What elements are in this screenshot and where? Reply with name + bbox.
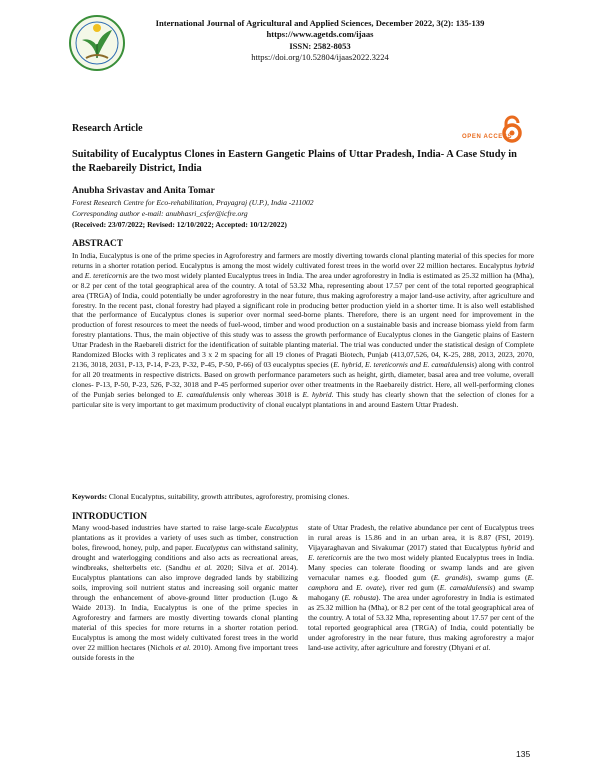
abstract-italic: E. camaldulensis xyxy=(176,389,230,399)
affiliation: Forest Research Centre for Eco-rehabilitation, Prayagraj (U.P.), India -211002 xyxy=(72,198,314,207)
intro-text: 2014). Eucalyptus plantations can also improve degraded lands by stabilizing soils, improving soil nutrient status and increasing soil organic matter through the enhancement of above-ground litter production (Lugo & Waide 2013). In India, Eucalyptus is one of the prime species in Agroforestry and farmers are mostly diverting towards clonal planting material of this species for more returns in a shorter rotation period. Eucalyptus is among the most widely cultivated forest trees in the world over 22 million hectares (Nichols xyxy=(72,563,299,652)
intro-text: plantations as it provides a variety of uses such as timber, construction boles, firewood, honey, pulp, and paper. xyxy=(72,533,298,552)
keywords xyxy=(72,492,534,502)
keywords-label: Keywords: xyxy=(72,492,107,501)
journal-url[interactable]: https://www.agetds.com/ijaas xyxy=(266,29,374,40)
abstract-part: In India, Eucalyptus is one of the prime species in Agroforestry and farmers are mostly diverting towards clonal planting material of this species for more returns in a shorter rotation period. Eucalyptus is among the most widely cultivated forest trees in the world over 22 million hectares. Eucalyptus xyxy=(72,251,534,270)
intro-text: state of Uttar Pradesh, the relative abundance per cent of Eucalyptus trees in rural areas is 15.86 and in an urban area, it is 8.87 (FSI, 2019). Vijayaraghavan and Sivakumar (2017) stated that Eucalyptus xyxy=(308,523,534,552)
affiliation-block xyxy=(72,198,314,219)
intro-text: are the two most widely planted Eucalyptus trees in India. Many species can tolerate flooding or swamp lands and are given vernacular names e.g. flooded gum ( xyxy=(308,553,534,582)
article-type: Research Article xyxy=(72,123,143,134)
abstract-part: only whereas 3018 is xyxy=(229,389,303,399)
intro-text: ), swamp gums ( xyxy=(468,573,528,582)
intro-italic: E. robusta xyxy=(344,593,377,602)
intro-italic: et al. xyxy=(194,563,213,572)
intro-italic: E. camaldulensis xyxy=(439,583,493,592)
journal-issn: ISSN: 2582-8053 xyxy=(289,40,351,51)
intro-italic: Eucalyptus xyxy=(264,523,298,532)
intro-italic: E. tereticornis xyxy=(308,553,352,562)
intro-text: ). The area under agroforestry in India is estimated as 25.32 million ha (Mha), or 8.2 per cent of the total geographical area of the country. A total of 53.32 Mha, representing about 17.57 per cent of the total reported geographical area (TRGA) of India, could potentially be under agroforestry in the near future, thus making agroforestry a major land-use activity, after agriculture and forestry (Dhyani xyxy=(308,593,534,652)
intro-italic: et al. xyxy=(475,643,491,652)
intro-italic: Eucalyptus xyxy=(195,543,229,552)
intro-italic: et al. xyxy=(175,643,191,652)
intro-text: Many wood-based industries have started to raise large-scale xyxy=(72,523,265,532)
intro-text: ) and swamp mahogany ( xyxy=(308,583,534,602)
abstract-part: are the two most widely planted Eucalyptus trees in India. The area under agroforestry in India is estimated as 25.32 million ha (Mha), or 8.2 per cent of the total geographical area of the country. A total of 53.32 Mha, representing about 17.57 per cent of the total reported geographical area (TRGA) of India, could potentially be under agroforestry in the near future, thus making agroforestry a major land-use activity, after agriculture and forestry. In the recent past, clonal forestry had played a significant role in producing better production yield in a shorter time. It is also well established that the performance of Eucalyptus clones is superior over normal seed-borne plants. Therefore, there is an urgent need for improvement in the production of forest resources to meet the needs of fuel-wood, timber and wood production on a sustainable basis and increase biomass yield from farm forestry plantations. Thus, the main objective of this study was to assess the growth performance of Eucalyptus clones in the Gangetic plains of Eastern Uttar Pradesh in the Raebareli district for the identification of suitable planting material. The trial was conducted under the statistical design of Complete Randomized Blocks with 3 replicates and 3 x 2 m spacing for all 19 clones of Pragati Biotech, Punjab (413,07,526, 04, K-25, 288, 2013, 2023, 2070, 2136, 3018, 2031, P-13, P-14, P-23, P-32, P-45, P-50, P-66) of 03 eucalyptus species ( xyxy=(72,270,534,369)
abstract-italic: hybrid xyxy=(514,260,534,270)
corresponding-author[interactable]: Corresponding author e-mail: anubhasri_csfer@icfre.org xyxy=(72,208,248,218)
abstract-text xyxy=(72,251,534,410)
authors: Anubha Srivastav and Anita Tomar xyxy=(72,186,215,196)
intro-text: can withstand salinity, drought and waterlogging conditions and also acts as recreational areas, windbreaks, shelterbelts etc. (Sandhu xyxy=(72,543,299,572)
intro-italic: E. camphora xyxy=(308,573,534,592)
intro-left-column xyxy=(72,523,298,663)
open-access-label: OPEN ACCESS xyxy=(462,134,513,140)
abstract-italic: E. hybrid xyxy=(302,389,332,399)
abstract-part: ) along with control for all 20 treatments in respective districts. Based on growth performance parameters such as height, girth, diameter, basal area and tree volume, overall clones- P-13, P-50, P-23, 526, P-32, 3018 and P-45 performed superior over other treatments in the Raebareily district. Here, all well-performing clones of the Punjab series belonged to xyxy=(72,359,534,399)
intro-italic: E. grandis xyxy=(433,573,469,582)
abstract-italic: E. hybrid, E. tereticornis and E. camaldulensis xyxy=(333,359,475,369)
intro-text: and xyxy=(520,543,534,552)
abstract-part: and xyxy=(72,270,85,280)
journal-header xyxy=(120,18,520,64)
paper-title: Suitability of Eucalyptus Clones in Eastern Gangetic Plains of Uttar Pradesh, India- A Case Study in the Raebareily District, India xyxy=(72,149,517,174)
intro-italic: hybrid xyxy=(500,543,521,552)
journal-title: International Journal of Agricultural and Applied Sciences, December 2022, 3(2): 135-139 xyxy=(155,18,485,28)
keywords-list: Clonal Eucalyptus, suitability, growth attributes, agroforestry, promising clones. xyxy=(107,492,350,501)
abstract-part: . This study has clearly shown that the selection of clones for a particular site is very important to get maximum productivity of clonal eucalypt plantations in and around Eastern Uttar Pradesh. xyxy=(72,389,535,409)
abstract-italic: E. tereticornis xyxy=(84,270,128,280)
intro-text: 2010). Among five important trees outside forests in the xyxy=(72,643,298,662)
intro-italic: E. ovate xyxy=(356,583,383,592)
journal-logo xyxy=(68,14,126,72)
intro-text: and xyxy=(338,583,357,592)
intro-italic: et al. xyxy=(257,563,275,572)
intro-text: ), river red gum ( xyxy=(382,583,440,592)
received-dates: (Received: 23/07/2022; Revised: 12/10/2022; Accepted: 10/12/2022) xyxy=(72,220,287,229)
intro-text: 2020; Silva xyxy=(212,563,258,572)
intro-right-column xyxy=(308,523,534,653)
page-number: 135 xyxy=(516,749,531,759)
journal-doi[interactable]: https://doi.org/10.52804/ijaas2022.3224 xyxy=(251,52,389,63)
abstract-heading: ABSTRACT xyxy=(72,239,124,249)
introduction-heading: INTRODUCTION xyxy=(72,512,148,522)
